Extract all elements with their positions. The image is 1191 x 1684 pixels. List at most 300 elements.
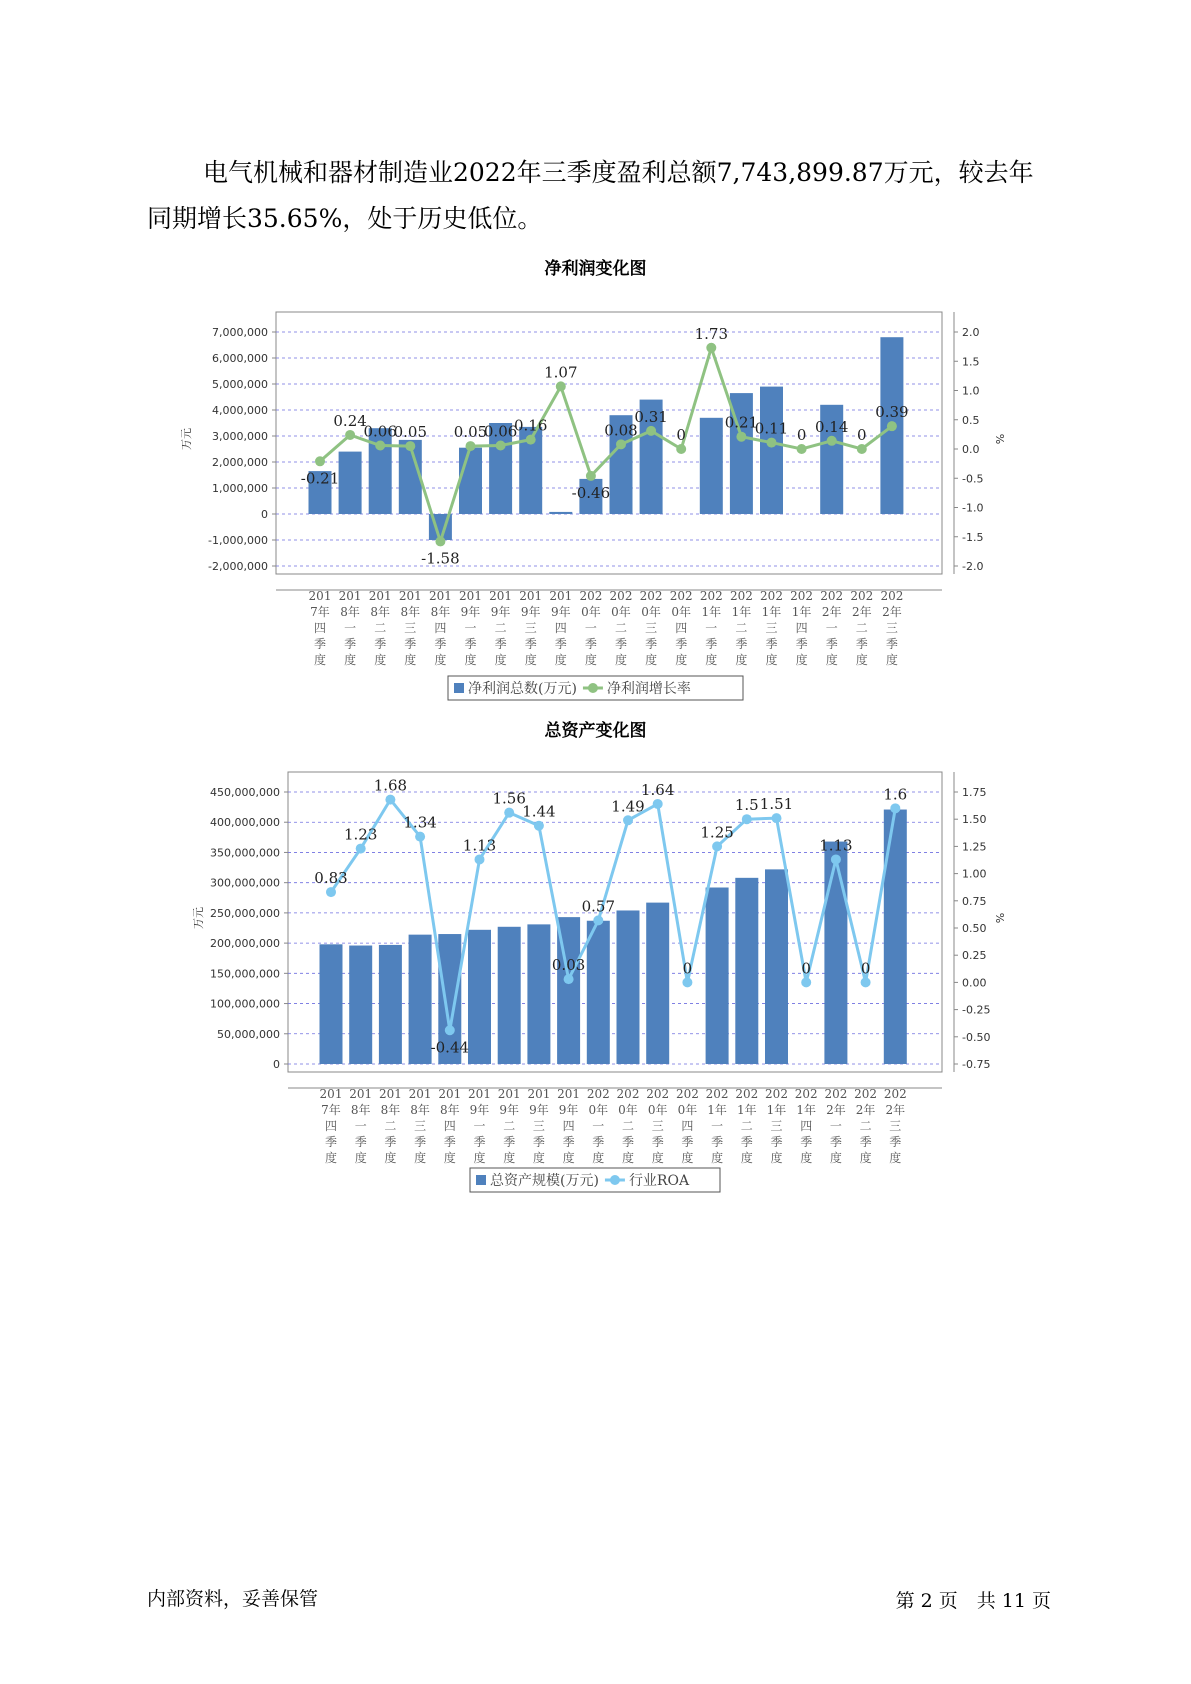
line-point <box>435 536 445 546</box>
x-tick-label <box>399 589 422 667</box>
svg-text:度: 度 <box>711 1151 724 1165</box>
x-tick-label <box>320 1087 343 1165</box>
y-tick-label: -2,000,000 <box>208 560 268 573</box>
data-label: 0 <box>682 959 693 978</box>
bar <box>409 935 432 1064</box>
svg-text:一: 一 <box>829 1119 842 1133</box>
svg-text:9年: 9年 <box>469 1103 490 1117</box>
data-label: 1.49 <box>611 797 645 816</box>
svg-text:四: 四 <box>313 621 327 635</box>
svg-text:季: 季 <box>645 637 658 651</box>
data-label: 0 <box>801 959 811 978</box>
svg-text:度: 度 <box>494 653 507 667</box>
line-point <box>857 444 867 454</box>
y2-tick-label: -0.25 <box>962 1003 991 1017</box>
x-tick-label <box>670 589 693 667</box>
svg-text:度: 度 <box>344 653 357 667</box>
svg-text:202: 202 <box>765 1087 788 1101</box>
svg-text:度: 度 <box>532 1151 545 1165</box>
svg-text:2年: 2年 <box>851 605 872 619</box>
svg-text:二: 二 <box>735 621 748 635</box>
svg-text:0年: 0年 <box>671 605 692 619</box>
x-tick-label <box>676 1087 699 1165</box>
line-point <box>772 813 782 823</box>
x-tick-label <box>610 589 633 667</box>
y2-axis-title: % <box>994 912 1007 924</box>
data-label: 1.13 <box>819 836 853 855</box>
data-label: 0.14 <box>814 417 849 436</box>
bar <box>700 418 723 514</box>
y2-tick-label: -0.75 <box>962 1058 991 1071</box>
svg-text:一: 一 <box>344 621 357 635</box>
x-tick-label <box>824 1087 847 1165</box>
line-point <box>504 808 514 818</box>
y-tick-label: 0 <box>261 508 268 521</box>
svg-text:四: 四 <box>324 1119 338 1133</box>
x-tick-label <box>429 589 452 667</box>
svg-text:201: 201 <box>519 589 543 603</box>
x-tick-label <box>459 589 482 667</box>
svg-text:一: 一 <box>584 621 597 635</box>
x-tick-label <box>587 1087 610 1165</box>
svg-text:0年: 0年 <box>618 1103 638 1117</box>
svg-text:202: 202 <box>850 589 874 603</box>
svg-text:度: 度 <box>554 653 567 667</box>
svg-text:9年: 9年 <box>529 1103 549 1117</box>
x-tick-label <box>309 589 332 667</box>
bar <box>587 921 610 1064</box>
x-tick-label <box>640 589 663 667</box>
svg-text:度: 度 <box>681 1151 694 1165</box>
data-label: 0.08 <box>604 421 638 440</box>
svg-text:0年: 0年 <box>677 1103 698 1117</box>
svg-text:度: 度 <box>324 1151 338 1165</box>
svg-text:度: 度 <box>795 653 808 667</box>
svg-text:度: 度 <box>675 653 688 667</box>
y-tick-label: 4,000,000 <box>212 404 268 417</box>
y-tick-label: -1,000,000 <box>208 534 268 547</box>
svg-text:季: 季 <box>740 1135 753 1149</box>
bar <box>760 387 783 514</box>
y-tick-label: 0 <box>273 1058 280 1071</box>
svg-text:度: 度 <box>800 1151 813 1165</box>
x-tick-label <box>339 589 362 667</box>
svg-text:度: 度 <box>524 653 537 667</box>
x-tick-label <box>760 589 783 667</box>
svg-text:0年: 0年 <box>641 605 661 619</box>
svg-text:1年: 1年 <box>736 1103 757 1117</box>
line-point <box>801 977 811 987</box>
svg-text:季: 季 <box>354 1135 367 1149</box>
x-tick-label <box>489 589 512 667</box>
net-profit-chart <box>0 280 1191 700</box>
svg-text:度: 度 <box>503 1151 516 1165</box>
chart2-title: 总资产变化图 <box>544 721 647 741</box>
svg-text:9年: 9年 <box>490 605 511 619</box>
svg-text:度: 度 <box>592 1151 605 1165</box>
svg-text:7年: 7年 <box>310 605 330 619</box>
svg-text:季: 季 <box>889 1135 902 1149</box>
svg-text:一: 一 <box>592 1119 605 1133</box>
svg-text:202: 202 <box>854 1087 878 1101</box>
y-tick-label: 2,000,000 <box>212 456 268 469</box>
x-tick-label <box>730 589 753 667</box>
data-label: 1.51 <box>759 795 794 814</box>
data-label: 1.73 <box>694 324 729 343</box>
svg-text:季: 季 <box>414 1135 427 1149</box>
svg-text:度: 度 <box>705 653 718 667</box>
line-point <box>887 421 897 431</box>
svg-text:一: 一 <box>711 1119 724 1133</box>
data-label: 0.06 <box>363 422 397 441</box>
svg-text:202: 202 <box>883 1087 907 1101</box>
line-point <box>653 799 663 809</box>
data-label: 1.23 <box>343 825 378 844</box>
svg-text:三: 三 <box>765 621 778 635</box>
svg-text:度: 度 <box>313 653 327 667</box>
svg-text:7年: 7年 <box>321 1103 341 1117</box>
line-point <box>356 844 366 854</box>
y-tick-label: 1,000,000 <box>212 482 268 495</box>
svg-text:季: 季 <box>344 637 357 651</box>
y-tick-label: 100,000,000 <box>210 997 280 1011</box>
svg-text:2年: 2年 <box>821 605 842 619</box>
data-label: 0 <box>857 426 867 444</box>
svg-text:202: 202 <box>760 589 783 603</box>
svg-text:201: 201 <box>308 589 332 603</box>
svg-text:9年: 9年 <box>499 1103 520 1117</box>
svg-text:201: 201 <box>557 1087 581 1101</box>
data-label: -0.44 <box>430 1038 470 1057</box>
data-label: 0.06 <box>483 422 518 441</box>
svg-text:8年: 8年 <box>370 605 391 619</box>
svg-text:202: 202 <box>880 589 904 603</box>
svg-text:度: 度 <box>621 1151 635 1165</box>
svg-text:三: 三 <box>532 1119 545 1133</box>
y2-tick-label: 1.0 <box>962 384 980 398</box>
svg-text:季: 季 <box>859 1135 872 1149</box>
line-point <box>712 841 722 851</box>
svg-text:8年: 8年 <box>340 605 360 619</box>
bar <box>527 924 550 1064</box>
x-tick-label <box>438 1087 461 1165</box>
line-point <box>445 1025 455 1035</box>
x-tick-label <box>379 1087 402 1165</box>
legend-line-label: 行业ROA <box>628 1173 690 1189</box>
y2-tick-label: 0.75 <box>962 894 987 908</box>
svg-text:9年: 9年 <box>550 605 571 619</box>
svg-text:一: 一 <box>705 621 718 635</box>
legend-bar-swatch <box>454 683 464 693</box>
data-label: 0.39 <box>875 403 909 422</box>
svg-text:一: 一 <box>473 1119 486 1133</box>
svg-text:2年: 2年 <box>855 1103 876 1117</box>
svg-text:季: 季 <box>651 1135 664 1149</box>
svg-text:202: 202 <box>699 589 723 603</box>
svg-text:0年: 0年 <box>611 605 631 619</box>
svg-text:202: 202 <box>705 1087 729 1101</box>
svg-text:季: 季 <box>562 1135 575 1149</box>
y2-tick-label: 0.50 <box>962 922 987 935</box>
svg-text:201: 201 <box>319 1087 343 1101</box>
x-tick-label <box>579 589 602 667</box>
x-tick-label <box>850 589 873 667</box>
svg-text:二: 二 <box>503 1119 516 1133</box>
svg-text:季: 季 <box>705 637 718 651</box>
x-tick-label <box>519 589 542 667</box>
data-label: 0.03 <box>551 956 586 975</box>
legend-bar-label: 总资产规模(万元) <box>490 1173 599 1189</box>
svg-text:季: 季 <box>765 637 778 651</box>
svg-text:201: 201 <box>459 589 482 603</box>
bar <box>459 448 482 514</box>
svg-text:度: 度 <box>770 1151 783 1165</box>
svg-text:度: 度 <box>855 653 868 667</box>
svg-text:202: 202 <box>609 589 633 603</box>
svg-text:季: 季 <box>592 1135 605 1149</box>
bar <box>765 869 788 1064</box>
svg-text:9年: 9年 <box>520 605 541 619</box>
line-point <box>623 815 633 825</box>
svg-text:度: 度 <box>829 1151 842 1165</box>
svg-text:度: 度 <box>765 653 778 667</box>
svg-text:季: 季 <box>800 1135 813 1149</box>
y2-tick-label: 1.75 <box>962 786 987 799</box>
svg-text:9年: 9年 <box>460 605 481 619</box>
svg-text:202: 202 <box>675 1087 699 1101</box>
svg-text:度: 度 <box>859 1151 872 1165</box>
data-label: 1.64 <box>640 780 675 799</box>
svg-text:202: 202 <box>735 1087 759 1101</box>
svg-text:度: 度 <box>645 653 658 667</box>
line-point <box>616 439 626 449</box>
data-label: 1.25 <box>700 823 734 842</box>
svg-text:度: 度 <box>434 653 447 667</box>
svg-text:二: 二 <box>494 621 507 635</box>
x-tick-label <box>790 589 813 667</box>
svg-text:201: 201 <box>408 1087 432 1101</box>
svg-text:度: 度 <box>562 1151 575 1165</box>
svg-text:202: 202 <box>586 1087 610 1101</box>
svg-text:季: 季 <box>494 637 507 651</box>
svg-text:1年: 1年 <box>791 605 812 619</box>
svg-text:1年: 1年 <box>731 605 752 619</box>
svg-text:季: 季 <box>532 1135 545 1149</box>
svg-text:四: 四 <box>795 621 808 635</box>
svg-text:度: 度 <box>414 1151 427 1165</box>
svg-text:季: 季 <box>711 1135 724 1149</box>
svg-text:201: 201 <box>368 589 392 603</box>
x-tick-label <box>820 589 843 667</box>
x-tick-label <box>765 1087 788 1165</box>
svg-text:季: 季 <box>675 637 688 651</box>
svg-text:季: 季 <box>503 1135 516 1149</box>
data-label: 1.13 <box>462 836 497 855</box>
svg-text:四: 四 <box>675 621 688 635</box>
data-label: 1.44 <box>522 802 556 821</box>
svg-text:季: 季 <box>374 637 387 651</box>
legend-line-label: 净利润增长率 <box>606 681 691 697</box>
svg-text:季: 季 <box>584 637 597 651</box>
svg-text:0年: 0年 <box>647 1103 668 1117</box>
svg-text:度: 度 <box>885 653 898 667</box>
line-point <box>676 444 686 454</box>
y2-tick-label: -2.0 <box>962 560 984 573</box>
svg-text:度: 度 <box>651 1151 664 1165</box>
svg-text:202: 202 <box>646 1087 670 1101</box>
line-point <box>736 432 746 442</box>
line-point <box>326 887 336 897</box>
svg-text:二: 二 <box>740 1119 753 1133</box>
y2-tick-label: 1.25 <box>962 840 987 854</box>
svg-text:度: 度 <box>473 1151 486 1165</box>
y-tick-label: 300,000,000 <box>210 876 280 890</box>
footer-confidential: 内部资料，妥善保管 <box>147 1588 319 1610</box>
svg-text:度: 度 <box>384 1151 397 1165</box>
line-point <box>534 821 544 831</box>
svg-text:度: 度 <box>464 653 477 667</box>
bar <box>468 930 491 1064</box>
svg-text:四: 四 <box>562 1119 575 1133</box>
svg-text:二: 二 <box>621 1119 635 1133</box>
svg-text:季: 季 <box>554 637 567 651</box>
y2-tick-label: -0.50 <box>962 1030 991 1044</box>
svg-text:二: 二 <box>384 1119 397 1133</box>
y2-tick-label: -1.5 <box>962 530 984 544</box>
y-tick-label: 350,000,000 <box>210 846 280 860</box>
svg-text:2年: 2年 <box>882 605 902 619</box>
x-tick-label <box>409 1087 432 1165</box>
y2-tick-label: 0.00 <box>962 976 987 990</box>
svg-text:季: 季 <box>770 1135 783 1149</box>
line-point <box>797 444 807 454</box>
svg-text:202: 202 <box>790 589 814 603</box>
y2-tick-label: 0.25 <box>962 949 987 963</box>
svg-text:8年: 8年 <box>430 605 451 619</box>
svg-text:度: 度 <box>404 653 417 667</box>
y2-axis-title: % <box>994 433 1007 445</box>
svg-text:季: 季 <box>829 1135 842 1149</box>
x-tick-label <box>557 1087 580 1165</box>
svg-text:季: 季 <box>524 637 537 651</box>
line-point <box>682 977 692 987</box>
data-label: 0.83 <box>314 869 348 888</box>
line-point <box>890 803 900 813</box>
line-point <box>706 343 716 353</box>
x-tick-label <box>369 589 392 667</box>
svg-text:度: 度 <box>584 653 597 667</box>
y-tick-label: 250,000,000 <box>210 906 280 920</box>
svg-text:度: 度 <box>443 1151 456 1165</box>
svg-text:1年: 1年 <box>761 605 782 619</box>
svg-text:季: 季 <box>735 637 748 651</box>
svg-text:一: 一 <box>825 621 838 635</box>
svg-text:1年: 1年 <box>766 1103 787 1117</box>
y2-tick-label: -1.0 <box>962 501 984 515</box>
svg-text:度: 度 <box>374 653 387 667</box>
svg-text:三: 三 <box>524 621 537 635</box>
svg-text:三: 三 <box>404 621 417 635</box>
y-tick-label: 6,000,000 <box>212 352 268 365</box>
svg-text:2年: 2年 <box>885 1103 906 1117</box>
x-tick-label <box>527 1087 550 1165</box>
line-point <box>646 426 656 436</box>
bar <box>339 452 362 514</box>
line-point <box>593 915 603 925</box>
svg-text:四: 四 <box>681 1119 694 1133</box>
line-point <box>827 436 837 446</box>
svg-text:0年: 0年 <box>581 605 601 619</box>
line-point <box>586 471 596 481</box>
svg-text:201: 201 <box>497 1087 521 1101</box>
svg-text:201: 201 <box>438 1087 462 1101</box>
svg-text:二: 二 <box>614 621 628 635</box>
svg-text:季: 季 <box>324 1135 338 1149</box>
svg-text:1年: 1年 <box>701 605 722 619</box>
line-point <box>496 440 506 450</box>
svg-text:202: 202 <box>794 1087 818 1101</box>
y-axis-title: 万元 <box>180 428 193 450</box>
x-tick-label <box>795 1087 818 1165</box>
line-point <box>526 435 536 445</box>
data-label: 0.05 <box>393 423 428 442</box>
line-point <box>405 441 415 451</box>
summary-paragraph: 电气机械和器材制造业2022年三季度盈利总额7,743,899.87万元，较去年同期增长35.65%，处于历史低位。 <box>147 158 1034 233</box>
data-label: -0.21 <box>300 469 340 488</box>
data-label: 0.05 <box>453 423 488 442</box>
svg-text:四: 四 <box>800 1119 813 1133</box>
svg-text:一: 一 <box>354 1119 367 1133</box>
line-point <box>564 974 574 984</box>
svg-text:202: 202 <box>639 589 663 603</box>
x-tick-label <box>646 1087 669 1165</box>
y2-tick-label: 1.50 <box>962 813 987 827</box>
y-tick-label: 400,000,000 <box>210 816 280 830</box>
svg-text:度: 度 <box>740 1151 753 1165</box>
line-point <box>556 381 566 391</box>
svg-text:三: 三 <box>651 1119 664 1133</box>
svg-text:季: 季 <box>614 637 628 651</box>
bar <box>320 944 343 1064</box>
x-tick-label <box>700 589 723 667</box>
svg-text:二: 二 <box>859 1119 872 1133</box>
svg-text:度: 度 <box>354 1151 367 1165</box>
data-label: 0.31 <box>634 407 668 426</box>
svg-text:202: 202 <box>820 589 844 603</box>
data-label: 1.56 <box>492 789 526 808</box>
data-label: 1.07 <box>544 363 578 382</box>
svg-text:季: 季 <box>384 1135 397 1149</box>
line-point <box>315 456 325 466</box>
data-label: 0 <box>796 426 807 444</box>
svg-text:四: 四 <box>443 1119 456 1133</box>
svg-text:2年: 2年 <box>826 1103 846 1117</box>
svg-text:季: 季 <box>443 1135 456 1149</box>
legend-bar-swatch <box>476 1175 486 1185</box>
svg-text:三: 三 <box>414 1119 427 1133</box>
y-tick-label: 200,000,000 <box>210 937 280 951</box>
svg-text:201: 201 <box>468 1087 491 1101</box>
line-point <box>345 430 355 440</box>
bar <box>379 945 402 1064</box>
svg-text:四: 四 <box>554 621 567 635</box>
bar <box>617 910 640 1064</box>
svg-text:201: 201 <box>428 589 452 603</box>
y-tick-label: 450,000,000 <box>210 786 280 799</box>
y-tick-label: 7,000,000 <box>212 326 268 339</box>
svg-text:季: 季 <box>473 1135 486 1149</box>
svg-text:201: 201 <box>398 589 422 603</box>
